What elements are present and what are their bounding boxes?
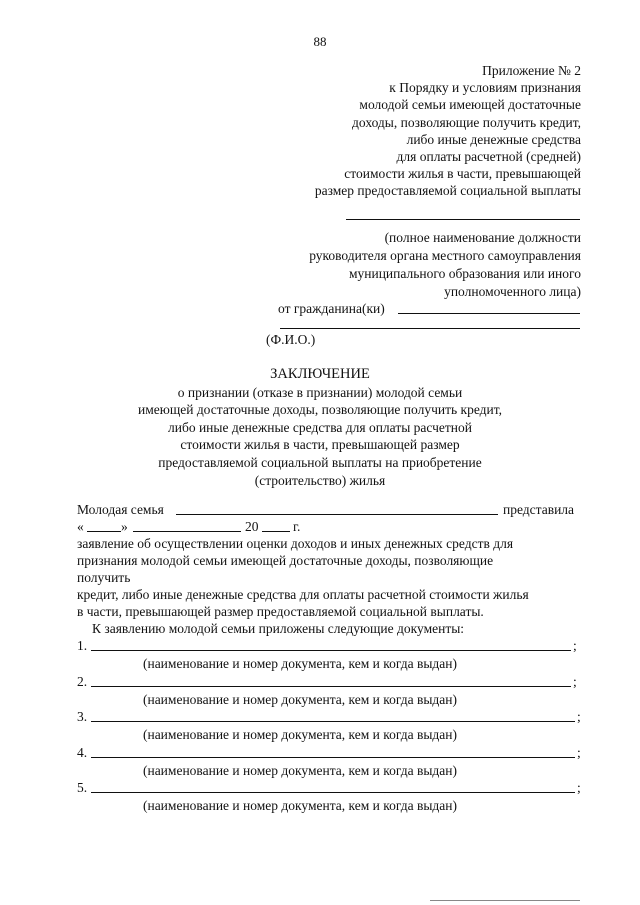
appendix-line: молодой семьи имеющей достаточные [359, 97, 581, 113]
document-terminator: ; [577, 745, 581, 760]
day-blank-line[interactable] [87, 531, 121, 532]
family-blank-line[interactable] [176, 514, 498, 515]
fio-blank-line[interactable] [280, 328, 580, 329]
document-number: 1. [77, 638, 88, 653]
document-blank-line[interactable] [91, 792, 575, 793]
document-terminator: ; [573, 638, 577, 653]
year-blank-line[interactable] [262, 531, 290, 532]
document-terminator: ; [577, 780, 581, 795]
position-caption-line: (полное наименование должности [384, 230, 581, 245]
document-blank-line[interactable] [91, 650, 571, 651]
family-label: Молодая семья [77, 502, 164, 517]
body-text-line: признания молодой семьи имеющей достаточные доходы, позволяющие [77, 553, 494, 568]
position-caption-line: уполномоченного лица) [444, 284, 581, 299]
document-terminator: ; [577, 709, 581, 724]
title-line: стоимости жилья в части, превышающей размер [180, 437, 460, 453]
year-suffix: г. [293, 519, 301, 534]
position-blank-line[interactable] [346, 219, 580, 220]
appendix-line: для оплаты расчетной (средней) [396, 148, 581, 164]
document-caption: (наименование и номер документа, кем и когда выдан) [142, 727, 458, 742]
appendix-line: к Порядку и условиям признания [389, 80, 581, 96]
document-caption: (наименование и номер документа, кем и когда выдан) [142, 763, 458, 778]
title-line: либо иные денежные средства для оплаты расчетной [167, 419, 473, 435]
document-blank-line[interactable] [91, 721, 575, 722]
document-number: 3. [77, 709, 88, 724]
quote-open: « [77, 519, 84, 534]
document-terminator: ; [573, 674, 577, 689]
body-text-line: заявление об осуществлении оценки доходов и иных денежных средств для [77, 536, 514, 551]
page-number: 88 [313, 34, 327, 49]
title-heading: ЗАКЛЮЧЕНИЕ [270, 366, 370, 382]
position-caption-line: руководителя органа местного самоуправления [309, 248, 581, 263]
position-caption-line: муниципального образования или иного [348, 266, 581, 281]
from-citizen-label: от гражданина(ки) [278, 301, 385, 316]
body-text-line: получить [77, 570, 131, 585]
document-title [0, 366, 640, 489]
document-caption: (наименование и номер документа, кем и когда выдан) [142, 656, 458, 671]
title-line: имеющей достаточные доходы, позволяющие получить кредит, [137, 402, 502, 418]
appendix-line: Приложение № 2 [482, 63, 581, 78]
document-blank-line[interactable] [91, 686, 571, 687]
document-caption: (наименование и номер документа, кем и когда выдан) [142, 692, 458, 707]
fio-caption: (Ф.И.О.) [266, 332, 316, 347]
appendix-line: стоимости жилья в части, превышающей [344, 166, 581, 182]
documents-intro: К заявлению молодой семьи приложены следующие документы: [92, 621, 465, 636]
body-text-line: в части, превышающей размер предоставляемой социальной выплаты. [77, 604, 484, 619]
year-prefix: 20 [245, 519, 259, 534]
title-line: о признании (отказе в признании) молодой семьи [177, 384, 463, 400]
title-line: предоставляемой социальной выплаты на приобретение [158, 454, 482, 470]
document-blank-line[interactable] [91, 757, 575, 758]
title-line: (строительство) жилья [254, 472, 386, 488]
document-number: 5. [77, 780, 88, 795]
scan-artifact-line [430, 900, 580, 901]
month-blank-line[interactable] [133, 531, 241, 532]
appendix-block [251, 62, 581, 200]
body-text-line: кредит, либо иные денежные средства для оплаты расчетной стоимости жилья [77, 587, 529, 602]
quote-close: » [121, 519, 128, 534]
appendix-line: доходы, позволяющие получить кредит, [352, 114, 581, 130]
appendix-line: либо иные денежные средства [406, 131, 581, 147]
document-number: 2. [77, 674, 88, 689]
presented-label: представила [503, 502, 575, 517]
document-number: 4. [77, 745, 88, 760]
document-caption: (наименование и номер документа, кем и когда выдан) [142, 798, 458, 813]
from-citizen-blank-line[interactable] [398, 313, 580, 314]
appendix-line: размер предоставляемой социальной выплаты [314, 183, 581, 199]
